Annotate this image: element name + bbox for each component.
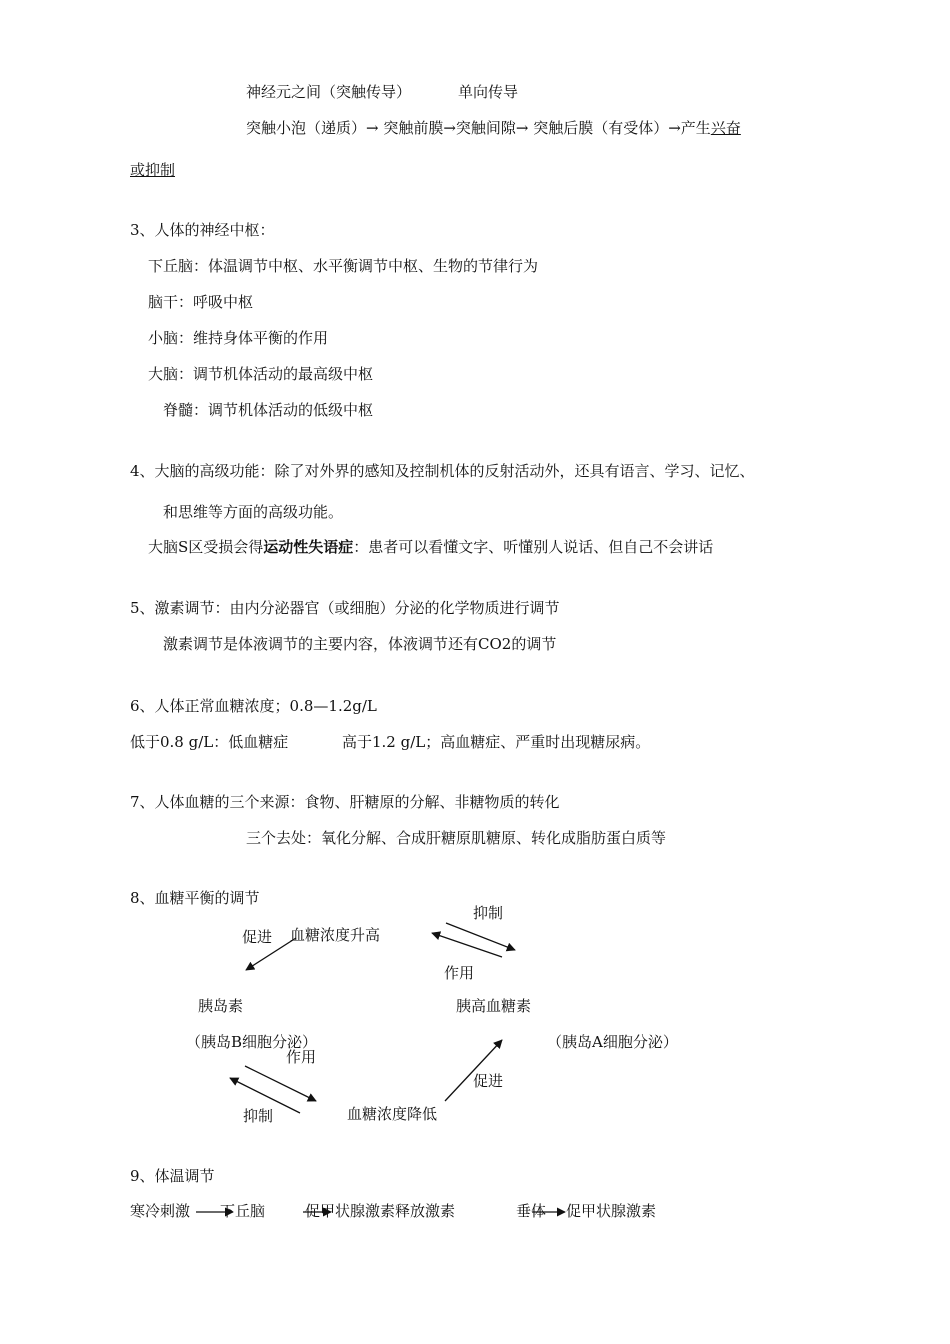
s4-line2: 和思维等方面的高级功能。 — [163, 503, 344, 521]
label-glucagon: 胰高血糖素 — [456, 997, 532, 1015]
s3-item: 小脑：维持身体平衡的作用 — [148, 329, 329, 347]
s8-heading: 8、血糖平衡的调节 — [130, 889, 260, 907]
s3-item: 脊髓：调节机体活动的低级中枢 — [163, 401, 374, 419]
s5-line2: 激素调节是体液调节的主要内容，体液调节还有CO2的调节 — [163, 635, 557, 653]
arrow-glucagon-inhibit-rise — [432, 933, 502, 957]
s3-item: 脑干：呼吸中枢 — [148, 293, 254, 311]
s9-cold: 寒冷刺激 — [130, 1202, 191, 1220]
synapse-pathway-text: 突触小泡（递质）→ 突触前膜→突触间隙→ 突触后膜（有受体）→产生 — [246, 119, 711, 137]
s9-hypothalamus: 下丘脑 — [220, 1202, 266, 1220]
synapse-label: 神经元之间（突触传导） — [246, 83, 412, 101]
s4-aphasia: 运动性失语症 — [263, 538, 354, 556]
synapse-inhibit: 或抑制 — [130, 161, 176, 179]
s6-high: 高于1.2 g/L；高血糖症、严重时出现糖尿病。 — [342, 733, 651, 751]
label-act-top: 作用 — [444, 964, 475, 982]
s5-line1: 5、激素调节：由内分泌器官（或细胞）分泌的化学物质进行调节 — [130, 599, 560, 617]
s9-tsh: 促甲状腺激素 — [566, 1202, 657, 1220]
s7-line1: 7、人体血糖的三个来源：食物、肝糖原的分解、非糖物质的转化 — [130, 793, 560, 811]
s6-line1: 6、人体正常血糖浓度；0.8—1.2g/L — [130, 697, 377, 715]
label-insulin-source: （胰岛B细胞分泌） — [186, 1033, 318, 1051]
s7-line2: 三个去处：氧化分解、合成肝糖原肌糖原、转化成脂肪蛋白质等 — [246, 829, 667, 847]
label-insulin: 胰岛素 — [198, 997, 244, 1015]
s9-pituitary: 垂体 — [516, 1202, 547, 1220]
s6-low: 低于0.8 g/L：低血糖症 — [130, 733, 289, 751]
label-inhibit-bottom: 抑制 — [243, 1107, 274, 1125]
arrow-act-top — [446, 923, 515, 950]
s4-line3 — [148, 537, 713, 557]
s3-item: 下丘脑：体温调节中枢、水平衡调节中枢、生物的节律行为 — [148, 257, 539, 275]
synapse-title — [246, 82, 411, 102]
s4-line3-post: ：患者可以看懂文字、听懂别人说话、但自己不会讲话 — [353, 538, 714, 556]
label-glucose-fall: 血糖浓度降低 — [347, 1105, 438, 1123]
label-inhibit-top: 抑制 — [473, 904, 504, 922]
synapse-excite: 兴奋 — [710, 119, 741, 137]
label-glucagon-source: （胰岛A细胞分泌） — [547, 1033, 678, 1051]
s9-trh: 促甲状腺激素释放激素 — [305, 1202, 456, 1220]
label-promote-left: 促进 — [242, 928, 273, 946]
s4-line3-pre: 大脑S区受损会得 — [148, 538, 264, 556]
s3-item: 大脑：调节机体活动的最高级中枢 — [148, 365, 374, 383]
label-act-bottom: 作用 — [286, 1048, 317, 1066]
s9-heading: 9、体温调节 — [130, 1167, 215, 1185]
arrow-insulin-act — [245, 1066, 316, 1101]
synapse-direction: 单向传导 — [458, 83, 519, 101]
synapse-pathway — [246, 118, 741, 138]
label-glucose-rise: 血糖浓度升高 — [290, 926, 381, 944]
label-promote-right: 促进 — [473, 1072, 504, 1090]
s3-heading: 3、人体的神经中枢： — [130, 221, 275, 239]
s4-line1: 4、大脑的高级功能：除了对外界的感知及控制机体的反射活动外，还具有语言、学习、记忆、 — [130, 462, 755, 480]
